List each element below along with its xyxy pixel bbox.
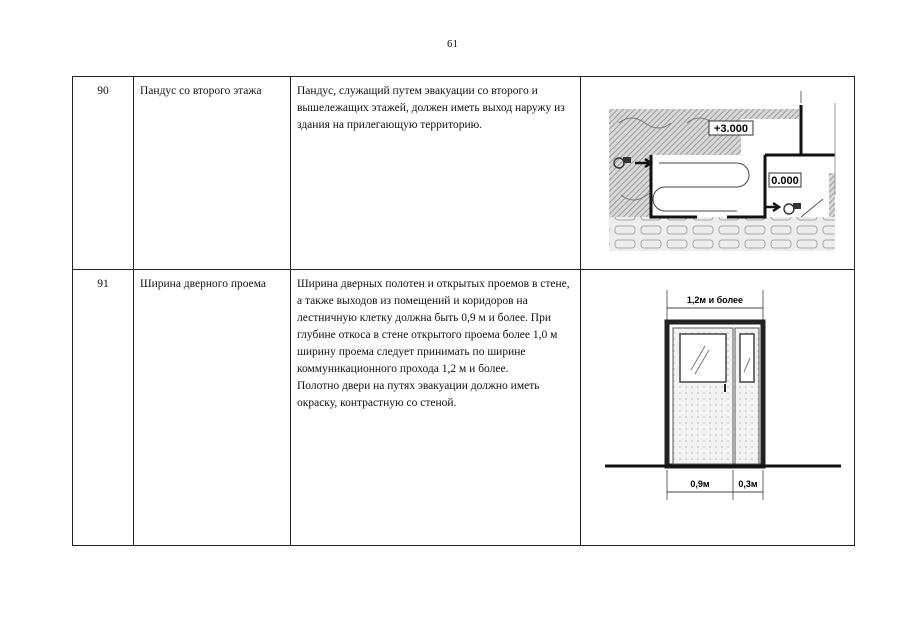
door-diagram xyxy=(587,276,859,539)
row-title: Ширина дверного проема xyxy=(134,270,291,546)
ramp-diagram xyxy=(587,83,859,263)
width-dimension-label: 1,2м и более xyxy=(686,295,744,305)
door-glass-main xyxy=(680,334,726,382)
row-description xyxy=(291,270,581,546)
table-row xyxy=(73,270,855,546)
door-glass-side xyxy=(740,334,754,382)
paving-area xyxy=(609,217,835,251)
row-number: 90 xyxy=(73,77,134,270)
upper-level-label: +3.000 xyxy=(714,123,748,135)
ramp-area xyxy=(651,155,829,217)
row-description xyxy=(291,77,581,270)
description-paragraph: Полотно двери на путях эвакуации должно иметь окраску, контрастную со стеной. xyxy=(297,380,540,409)
leaf-dimension-label: 0,9м xyxy=(690,479,710,489)
table-row xyxy=(73,77,855,270)
door-figure-cell xyxy=(581,270,855,546)
side-dimension-label: 0,3м xyxy=(738,479,758,489)
ramp-figure-cell xyxy=(581,77,855,270)
row-title: Пандус со второго этажа xyxy=(134,77,291,270)
requirements-table xyxy=(72,76,855,546)
description-paragraph: Пандус, служащий путем эвакуации со второго и вышележащих этажей, должен иметь выход наружу из здания на прилегающую территорию. xyxy=(297,85,565,131)
lower-level-label: 0.000 xyxy=(771,175,799,187)
row-number: 91 xyxy=(73,270,134,546)
description-paragraph: Ширина дверных полотен и открытых проемов в стене, а также выходов из помещений и коридоров на лестничную клетку должна быть 0,9 м и более. При глубине откоса в стене открытого проема более 1,0 м ширину проема следует принимать по ширине коммуникационного прохода 1,2 м и более. xyxy=(297,278,570,375)
page-number: 61 xyxy=(447,38,458,50)
